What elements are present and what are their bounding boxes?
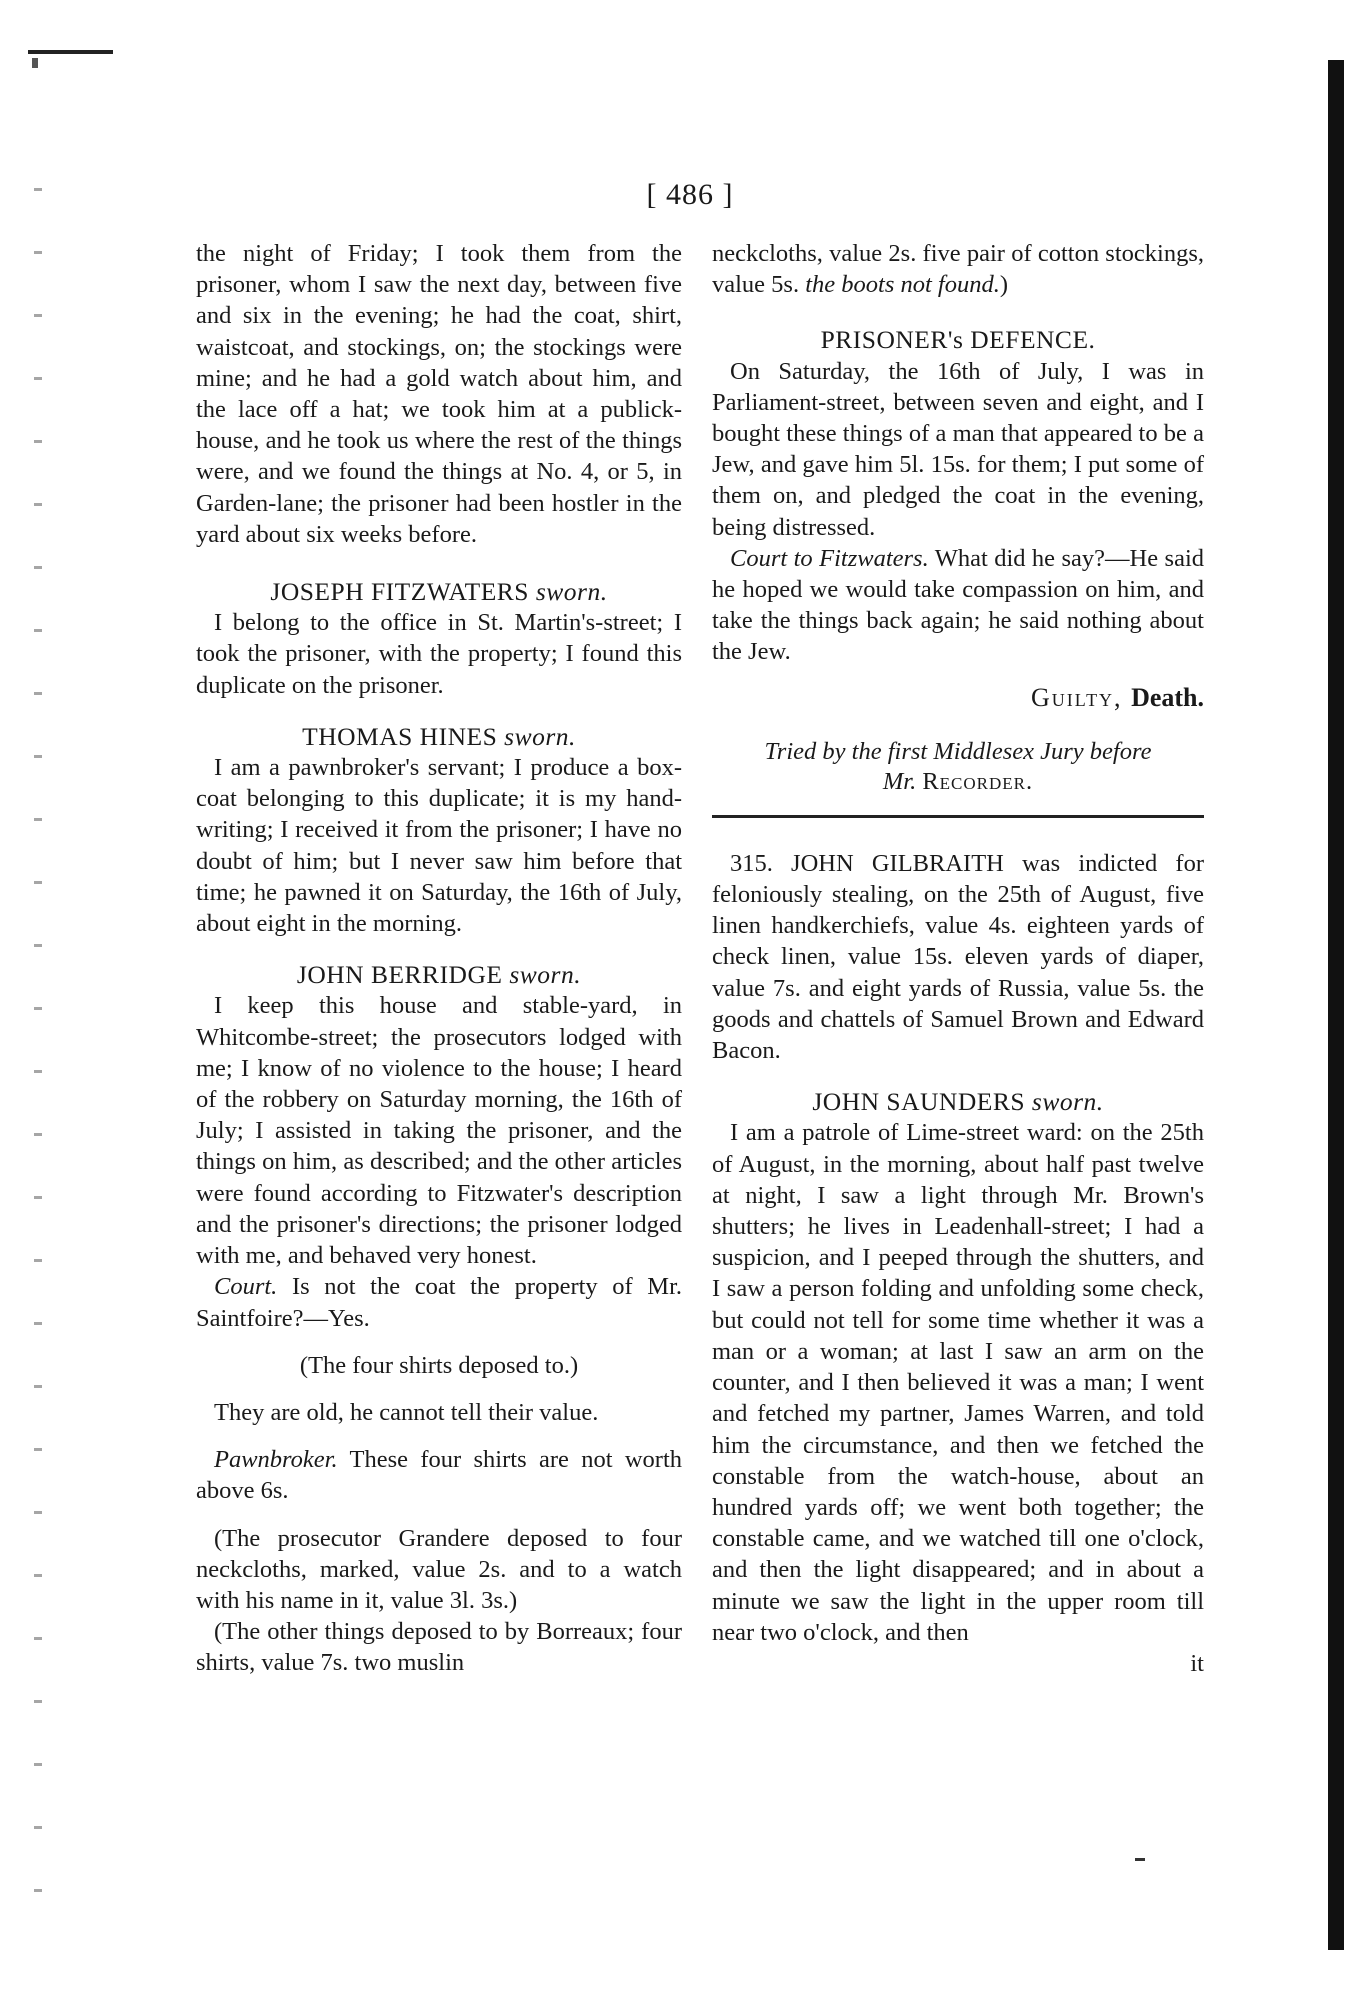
grandere-deposition: (The prosecutor Grandere deposed to four neckcloths, marked, value 2s. and to a watch with his name in it, value 3l. 3s.) (196, 1524, 682, 1614)
pawnbroker-text: These four shirts are not worth above 6s. (196, 1446, 683, 1505)
witness-name: JOHN SAUNDERS (812, 1087, 1026, 1117)
witness-name: JOSEPH FITZWATERS (270, 577, 529, 607)
continued-testimony: the night of Friday; I took them from the prisoner, whom I saw the next day, between five and six in the evening; he had the coat, shirt, waistcoat, and stockings, on; the stockings were mine; and he had a gold watch about him, and the lace off a hat; we took him at a publick-house, and he took us where the rest of the things were, and we found the things at No. 4, or 5, in Garden-lane; the prisoner had been hostler in the yard about six weeks before. (196, 240, 682, 548)
witness-heading-saunders (712, 1086, 1204, 1117)
testimony-hines: I am a pawnbroker's servant; I produce a box-coat belonging to this duplicate; it is my hand-writing; I received it from the prisoner; I have no doubt of him; but I never saw him before that time; he pawned it on Saturday, the 16th of July, about eight in the morning. (196, 754, 682, 938)
binding-edge-specks (34, 160, 42, 1940)
sworn-label: sworn. (504, 721, 576, 751)
testimony-fitzwaters: I belong to the office in St. Martin's-street; I took the prisoner, with the property; I found this duplicate on the prisoner. (196, 609, 682, 699)
left-column (196, 238, 682, 1679)
continued-deposition (712, 238, 1204, 300)
scan-mark (1135, 1858, 1145, 1861)
sworn-label: sworn. (509, 960, 582, 990)
right-column (712, 238, 1204, 1679)
witness-heading-berridge (196, 959, 682, 990)
court-question-text: Is not the coat the property of Mr. Saintfoire?—Yes. (196, 1273, 683, 1332)
scan-edge-tick (32, 58, 38, 68)
witness-name: THOMAS HINES (302, 721, 498, 751)
tried-recorder: Recorder. (922, 767, 1034, 795)
sworn-label: sworn. (1031, 1087, 1104, 1117)
defence-heading: PRISONER's DEFENCE. (820, 325, 1096, 355)
shirts-deposed-note: (The four shirts deposed to.) (299, 1351, 579, 1379)
court-to-fitzwaters-label: Court to Fitzwaters. (730, 544, 929, 572)
prisoner-defence: On Saturday, the 16th of July, I was in Parliament-street, between seven and eight, and I bought these things of a man that appeared to be a Jew, and gave him 5l. 15s. for them; I put some of them on, and pledged the coat in the evening, being distressed. (712, 357, 1204, 541)
court-label: Court. (214, 1273, 278, 1301)
testimony-berridge: I keep this house and stable-yard, in Whitcombe-street; the prosecutors lodged with me; I know of no violence to the house; I heard of the robbery on Saturday morning, the 16th of July; I assisted in taking the prisoner, and the things on him, as described; and the other articles were found according to Fitzwater's description and the prisoner's directions; the prisoner lodged with me, and behaved very honest. (196, 992, 682, 1270)
verdict (712, 682, 1204, 713)
verdict-death: Death. (1131, 682, 1204, 712)
court-question (196, 1271, 682, 1333)
borreaux-deposition: (The other things deposed to by Borreaux; four shirts, value 7s. two muslin (196, 1618, 682, 1677)
testimony-saunders: I am a patrole of Lime-street ward: on the 25th of August, in the morning, about half past twelve at night, I saw a light through Mr. Brown's shutters; he lives in Leadenhall-street; I had a suspicion, and I peeped through the shutters, and I saw a person folding and unfolding some check, but could not tell for some time whether it was a man or a woman; at last I saw an arm on the counter, and I then believed it was a man; I went and fetched my partner, James Warren, and told him the circumstance, and then we fetched the constable from the watch-house, about an hundred yards off; we went both together; the constable came, and we watched till one o'clock, and then the light disappeared; and in about a minute we saw the light in the upper room till near two o'clock, and then (712, 1119, 1204, 1646)
scan-border-bar (1328, 60, 1344, 1950)
court-to-fitzwaters-text: What did he say?—He said he hoped we would take compassion on him, and take the things back again; he said nothing about the Jew. (712, 544, 1204, 666)
tried-recorder-line (712, 767, 1204, 797)
catchword: it (1190, 1649, 1204, 1677)
verdict-guilty: Guilty, (1030, 682, 1123, 712)
old-value-note: They are old, he cannot tell their value. (214, 1398, 599, 1426)
boots-note: the boots not found. (805, 271, 1000, 299)
witness-name: JOHN BERRIDGE (296, 960, 503, 990)
page-number: [ 486 ] (646, 178, 734, 211)
tried-by-note (712, 737, 1204, 797)
pawnbroker-label: Pawnbroker. (214, 1446, 338, 1474)
pawnbroker-statement (196, 1444, 682, 1506)
court-to-fitzwaters (712, 543, 1204, 668)
witness-heading-fitzwaters (196, 576, 682, 607)
tried-line: Tried by the first Middlesex Jury before (764, 737, 1152, 765)
section-divider (712, 815, 1204, 818)
tried-mr: Mr. (882, 767, 917, 795)
witness-heading-hines (196, 721, 682, 752)
close-paren: ) (999, 271, 1009, 299)
case-315-indictment: 315. JOHN GILBRAITH was indicted for feloniously stealing, on the 25th of August, five linen handkerchiefs, value 4s. eighteen yards of check linen, value 15s. eleven yards of diaper, value 7s. and eight yards of Russia, value 5s. the goods and chattels of Samuel Brown and Edward Bacon. (712, 849, 1204, 1065)
sworn-label: sworn. (535, 577, 608, 607)
deposition-text: neckcloths, value 2s. five pair of cotton stockings, value 5s. (712, 240, 1204, 299)
scan-edge-mark (28, 50, 113, 54)
